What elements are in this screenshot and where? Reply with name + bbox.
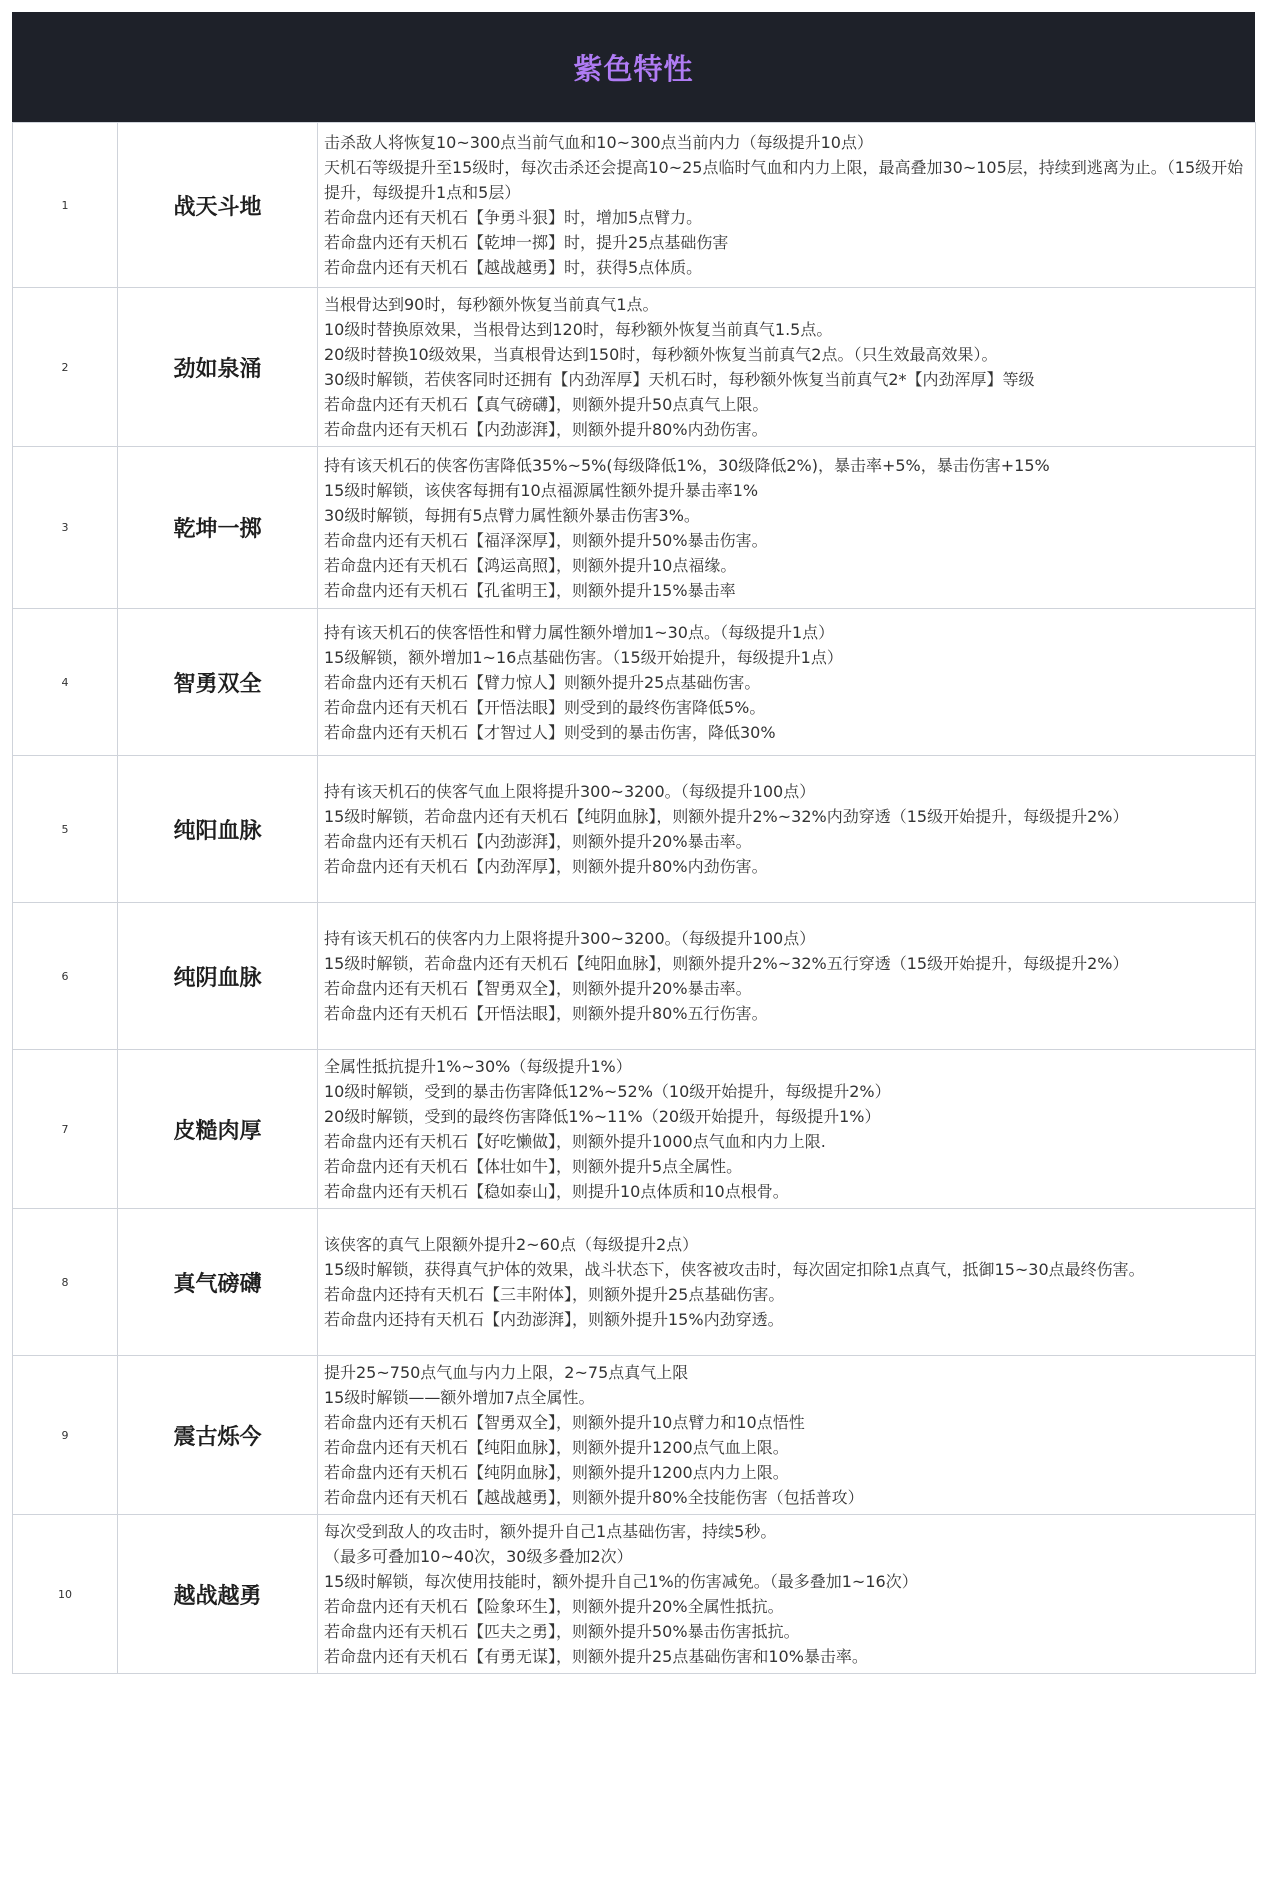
trait-description-line: 若命盘内还持有天机石【内劲澎湃】，则额外提升15%内劲穿透。: [324, 1310, 784, 1329]
trait-description-line: 当根骨达到90时，每秒额外恢复当前真气1点。: [324, 295, 659, 314]
trait-description-line: （最多可叠加10~40次，30级多叠加2次）: [324, 1547, 633, 1566]
trait-description-line: 若命盘内还有天机石【争勇斗狠】时，增加5点臂力。: [324, 208, 703, 227]
traits-table-body: [13, 123, 1256, 1674]
trait-description-line: 若命盘内还有天机石【智勇双全】，则额外提升10点臂力和10点悟性: [324, 1413, 805, 1432]
trait-description-line: 若命盘内还有天机石【内劲澎湃】，则额外提升80%内劲伤害。: [324, 420, 768, 439]
table-row: [13, 609, 1256, 756]
trait-description-line: 每次受到敌人的攻击时，额外提升自己1点基础伤害，持续5秒。: [324, 1522, 777, 1541]
trait-description-line: 20级时替换10级效果，当真根骨达到150时，每秒额外恢复当前真气2点。（只生效最高效果）。: [324, 345, 998, 364]
trait-number: 3: [13, 447, 118, 609]
trait-description-line: 若命盘内还有天机石【有勇无谋】，则额外提升25点基础伤害和10%暴击率。: [324, 1647, 868, 1666]
trait-name: 真气磅礴: [118, 1209, 318, 1356]
trait-description-line: 15级时解锁，若命盘内还有天机石【纯阴血脉】，则额外提升2%~32%内劲穿透（15级开始提升，每级提升2%）: [324, 807, 1129, 826]
trait-description-line: 10级时解锁，受到的暴击伤害降低12%~52%（10级开始提升，每级提升2%）: [324, 1082, 891, 1101]
trait-number: 6: [13, 903, 118, 1050]
trait-description: [318, 609, 1256, 756]
trait-description: [318, 903, 1256, 1050]
trait-description-line: 若命盘内还有天机石【开悟法眼】则受到的最终伤害降低5%。: [324, 697, 766, 717]
trait-description-line: 15级时解锁，该侠客每拥有10点福源属性额外提升暴击率1%: [324, 480, 759, 500]
trait-description: [318, 447, 1256, 609]
table-row: [13, 1515, 1256, 1674]
trait-description-line: 若命盘内还有天机石【稳如泰山】，则提升10点体质和10点根骨。: [324, 1182, 789, 1201]
trait-description-line: 提升25~750点气血与内力上限，2~75点真气上限: [324, 1363, 689, 1382]
trait-description: [318, 756, 1256, 903]
trait-name: 智勇双全: [118, 609, 318, 756]
table-row: [13, 1209, 1256, 1356]
trait-description: [318, 1050, 1256, 1209]
trait-description-line: 若命盘内还有天机石【纯阳血脉】，则额外提升1200点气血上限。: [324, 1438, 789, 1457]
trait-description-line: 30级时解锁，若侠客同时还拥有【内劲浑厚】天机石时，每秒额外恢复当前真气2*【内劲浑厚】等级: [324, 370, 1035, 389]
trait-description-line: 若命盘内还有天机石【体壮如牛】，则额外提升5点全属性。: [324, 1157, 743, 1176]
trait-description-line: 击杀敌人将恢复10~300点当前气血和10~300点当前内力（每级提升10点）: [324, 133, 873, 152]
trait-description-line: 全属性抵抗提升1%~30%（每级提升1%）: [324, 1057, 632, 1076]
trait-name: 战天斗地: [118, 123, 318, 288]
trait-description-line: 若命盘内还有天机石【福泽深厚】，则额外提升50%暴击伤害。: [324, 530, 768, 550]
trait-description-line: 若命盘内还有天机石【智勇双全】，则额外提升20%暴击率。: [324, 979, 752, 998]
table-row: [13, 447, 1256, 609]
trait-description-line: 20级时解锁，受到的最终伤害降低1%~11%（20级开始提升，每级提升1%）: [324, 1107, 881, 1126]
table-row: [13, 756, 1256, 903]
trait-description-line: 15级时解锁，若命盘内还有天机石【纯阳血脉】，则额外提升2%~32%五行穿透（15级开始提升，每级提升2%）: [324, 954, 1129, 973]
trait-description-line: 若命盘内还有天机石【鸿运高照】，则额外提升10点福缘。: [324, 555, 737, 575]
trait-description-line: 若命盘内还有天机石【孔雀明王】，则额外提升15%暴击率: [324, 580, 736, 600]
trait-description-line: 持有该天机石的侠客气血上限将提升300~3200。（每级提升100点）: [324, 782, 816, 801]
trait-number: 9: [13, 1356, 118, 1515]
trait-description-line: 若命盘内还有天机石【真气磅礴】，则额外提升50点真气上限。: [324, 395, 769, 414]
trait-description-line: 若命盘内还有天机石【臂力惊人】则额外提升25点基础伤害。: [324, 672, 761, 692]
trait-name: 皮糙肉厚: [118, 1050, 318, 1209]
table-row: [13, 1050, 1256, 1209]
trait-description-line: 若命盘内还持有天机石【三丰附体】，则额外提升25点基础伤害。: [324, 1285, 785, 1304]
trait-description-line: 若命盘内还有天机石【险象环生】，则额外提升20%全属性抵抗。: [324, 1597, 784, 1616]
trait-description-line: 天机石等级提升至15级时，每次击杀还会提高10~25点临时气血和内力上限，最高叠加30~105层，持续到逃离为止。（15级开始提升，每级提升1点和5层）: [324, 158, 1244, 202]
trait-number: 10: [13, 1515, 118, 1674]
trait-description-line: 15级解锁，额外增加1~16点基础伤害。（15级开始提升，每级提升1点）: [324, 647, 843, 667]
trait-description-line: 15级时解锁，获得真气护体的效果，战斗状态下，侠客被攻击时，每次固定扣除1点真气，抵御15~30点最终伤害。: [324, 1260, 1145, 1279]
table-row: [13, 288, 1256, 447]
trait-description-line: 15级时解锁，每次使用技能时，额外提升自己1%的伤害减免。（最多叠加1~16次）: [324, 1572, 918, 1591]
trait-description-line: 若命盘内还有天机石【乾坤一掷】时，提升25点基础伤害: [324, 233, 729, 252]
trait-description-line: 该侠客的真气上限额外提升2~60点（每级提升2点）: [324, 1235, 699, 1254]
table-row: [13, 123, 1256, 288]
trait-description-line: 若命盘内还有天机石【才智过人】则受到的暴击伤害，降低30%: [324, 722, 776, 742]
trait-description-line: 若命盘内还有天机石【纯阴血脉】，则额外提升1200点内力上限。: [324, 1463, 789, 1482]
trait-number: 7: [13, 1050, 118, 1209]
table-header: [12, 12, 1255, 122]
trait-description-line: 若命盘内还有天机石【匹夫之勇】，则额外提升50%暴击伤害抵抗。: [324, 1622, 800, 1641]
trait-description-line: 15级时解锁——额外增加7点全属性。: [324, 1388, 595, 1407]
trait-description: [318, 1356, 1256, 1515]
trait-name: 越战越勇: [118, 1515, 318, 1674]
trait-name: 纯阴血脉: [118, 903, 318, 1050]
trait-number: 4: [13, 609, 118, 756]
traits-table: [12, 122, 1256, 1674]
trait-description: [318, 123, 1256, 288]
trait-description: [318, 1209, 1256, 1356]
trait-description-line: 30级时解锁，每拥有5点臂力属性额外暴击伤害3%。: [324, 505, 700, 525]
page-title: 紫色特性: [573, 51, 694, 86]
trait-number: 8: [13, 1209, 118, 1356]
trait-number: 2: [13, 288, 118, 447]
trait-description-line: 若命盘内还有天机石【开悟法眼】，则额外提升80%五行伤害。: [324, 1004, 768, 1023]
trait-name: 纯阳血脉: [118, 756, 318, 903]
trait-name: 劲如泉涌: [118, 288, 318, 447]
table-row: [13, 903, 1256, 1050]
trait-description-line: 持有该天机石的侠客伤害降低35%~5%(每级降低1%，30级降低2%)，暴击率+5%，暴击伤害+15%: [324, 455, 1050, 475]
trait-name: 乾坤一掷: [118, 447, 318, 609]
trait-description-line: 若命盘内还有天机石【好吃懒做】，则额外提升1000点气血和内力上限.: [324, 1132, 826, 1151]
trait-description-line: 若命盘内还有天机石【越战越勇】时，获得5点体质。: [324, 258, 703, 277]
trait-number: 1: [13, 123, 118, 288]
trait-description-line: 持有该天机石的侠客内力上限将提升300~3200。（每级提升100点）: [324, 929, 816, 948]
table-row: [13, 1356, 1256, 1515]
trait-description-line: 若命盘内还有天机石【内劲浑厚】，则额外提升80%内劲伤害。: [324, 857, 768, 876]
trait-description-line: 若命盘内还有天机石【越战越勇】，则额外提升80%全技能伤害（包括普攻）: [324, 1488, 864, 1507]
trait-description: [318, 288, 1256, 447]
trait-number: 5: [13, 756, 118, 903]
trait-description: [318, 1515, 1256, 1674]
trait-description-line: 若命盘内还有天机石【内劲澎湃】，则额外提升20%暴击率。: [324, 832, 752, 851]
trait-description-line: 10级时替换原效果，当根骨达到120时，每秒额外恢复当前真气1.5点。: [324, 320, 833, 339]
trait-name: 震古烁今: [118, 1356, 318, 1515]
trait-description-line: 持有该天机石的侠客悟性和臂力属性额外增加1~30点。（每级提升1点）: [324, 622, 835, 642]
